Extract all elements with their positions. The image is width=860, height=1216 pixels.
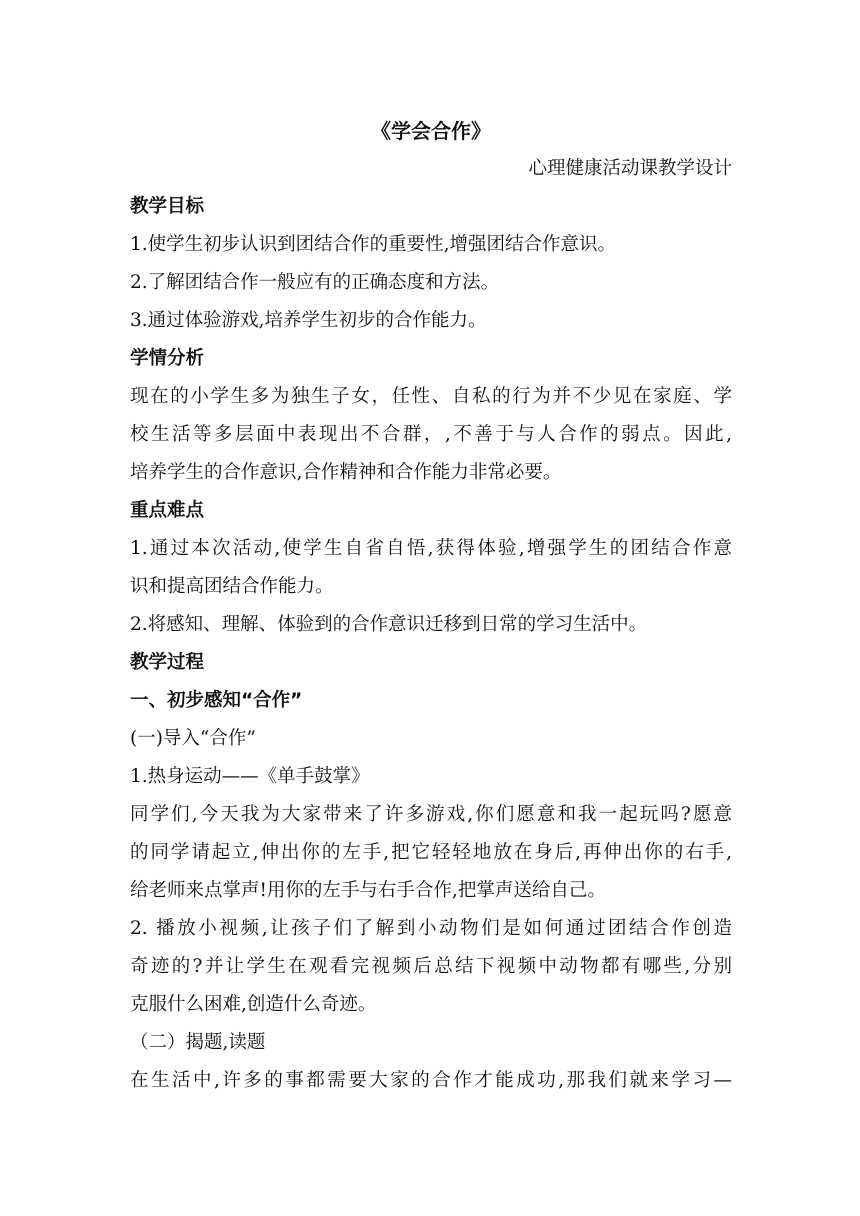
paragraph-line: 1.使学生初步认识到团结合作的重要性,增强团结合作意识。 [130, 234, 617, 255]
paragraph-line: 给老师来点掌声!用你的左手与右手合作,把掌声送给自己。 [130, 880, 606, 901]
paragraph-line: 在生活中,许多的事都需要大家的合作才能成功,那我们就来学习— [130, 1070, 732, 1091]
section-heading: 教学目标 [130, 196, 205, 217]
paragraph-line: 培养学生的合作意识,合作精神和合作能力非常必要。 [130, 462, 562, 483]
paragraph-line: 2.将感知、理解、体验到的合作意识迁移到日常的学习生活中。 [130, 614, 648, 635]
paragraph-line: 现在的小学生多为独生子女，任性、自私的行为并不少见在家庭、学 [130, 386, 732, 407]
paragraph-line: 3.通过体验游戏,培养学生初步的合作能力。 [130, 310, 487, 331]
paragraph-line: 克服什么困难,创造什么奇迹。 [130, 994, 377, 1015]
document-title: 《学会合作》 [371, 119, 491, 143]
document-lines [130, 188, 732, 1100]
section-heading: 一、初步感知“合作” [130, 690, 303, 711]
paragraph-line: 1.通过本次活动,使学生自省自悟,获得体验,增强学生的团结合作意 [130, 538, 732, 559]
section-heading: 学情分析 [130, 348, 205, 369]
paragraph-line: (一)导入“合作” [130, 728, 256, 749]
paragraph-line: 校生活等多层面中表现出不合群，,不善于与人合作的弱点。因此, [130, 424, 732, 445]
section-heading: 重点难点 [130, 500, 205, 521]
section-heading: 教学过程 [130, 652, 205, 673]
paragraph-line: 2. 播放小视频,让孩子们了解到小动物们是如何通过团结合作创造 [130, 918, 732, 939]
paragraph-line: 1.热身运动——《单手鼓掌》 [130, 766, 370, 787]
paragraph-line: （二）揭题,读题 [130, 1032, 266, 1053]
document-subtitle: 心理健康活动课教学设计 [528, 158, 732, 179]
paragraph-line: 2.了解团结合作一般应有的正确态度和方法。 [130, 272, 500, 293]
paragraph-line: 识和提高团结合作能力。 [130, 576, 334, 597]
paragraph-line: 同学们,今天我为大家带来了许多游戏,你们愿意和我一起玩吗?愿意 [130, 804, 732, 825]
paragraph-line: 的同学请起立,伸出你的左手,把它轻轻地放在身后,再伸出你的右手, [130, 842, 732, 863]
document-body [130, 112, 732, 1100]
paragraph-line: 奇迹的?并让学生在观看完视频后总结下视频中动物都有哪些,分别 [130, 956, 732, 977]
